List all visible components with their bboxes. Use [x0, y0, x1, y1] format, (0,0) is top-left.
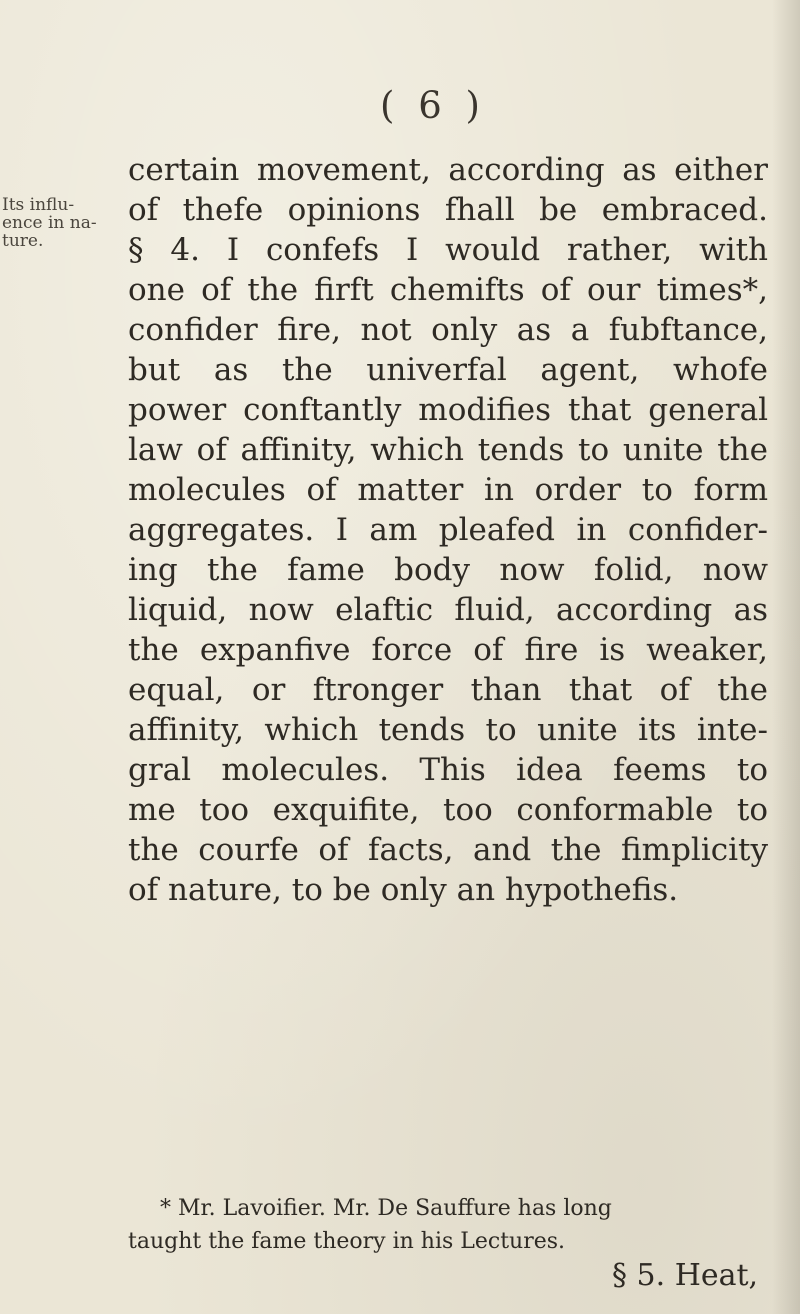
body-line: law of affinity, which tends to unite the	[128, 432, 768, 468]
body-line: power conftantly modifies that general	[128, 392, 768, 428]
body-line: liquid, now elaftic fluid, according as	[128, 592, 768, 628]
footnote	[128, 1192, 768, 1258]
footnote-line: * Mr. Lavoifier. Mr. De Sauffure has long	[160, 1196, 612, 1221]
body-line: ing the fame body now folid, now	[128, 552, 768, 588]
body-line: affinity, which tends to unite its inte-	[128, 712, 768, 748]
body-line: certain movement, according as either	[128, 152, 768, 188]
body-line: but as the univerfal agent, whofe	[128, 352, 768, 388]
body-line: gral molecules. This idea feems to	[128, 752, 768, 788]
body-line: the expanfive force of fire is weaker,	[128, 632, 768, 668]
margin-note-line: ence in na-	[2, 213, 97, 233]
body-text	[128, 150, 768, 910]
body-line: one of the firft chemifts of our times*,	[128, 272, 768, 308]
body-line: of nature, to be only an hypothefis.	[128, 872, 679, 908]
body-line: confider fire, not only as a fubftance,	[128, 312, 768, 348]
body-line: § 4. I confefs I would rather, with	[128, 232, 768, 268]
body-line: of thefe opinions fhall be embraced.	[128, 192, 768, 228]
footnote-line: taught the fame theory in his Lectures.	[128, 1229, 566, 1254]
page-edge-shadow	[772, 0, 800, 1314]
body-line: equal, or ftronger than that of the	[128, 672, 768, 708]
body-line: molecules of matter in order to form	[128, 472, 768, 508]
catchword: § 5. Heat,	[612, 1258, 759, 1293]
margin-note-line: ture.	[2, 231, 44, 251]
body-line: aggregates. I am pleafed in confider-	[128, 512, 768, 548]
margin-note-line: Its influ-	[2, 195, 75, 215]
page-number: ( 6 )	[380, 84, 486, 127]
margin-note	[2, 195, 97, 251]
body-line: me too exquifite, too conformable to	[128, 792, 768, 828]
body-line: the courfe of facts, and the fimplicity	[128, 832, 768, 868]
